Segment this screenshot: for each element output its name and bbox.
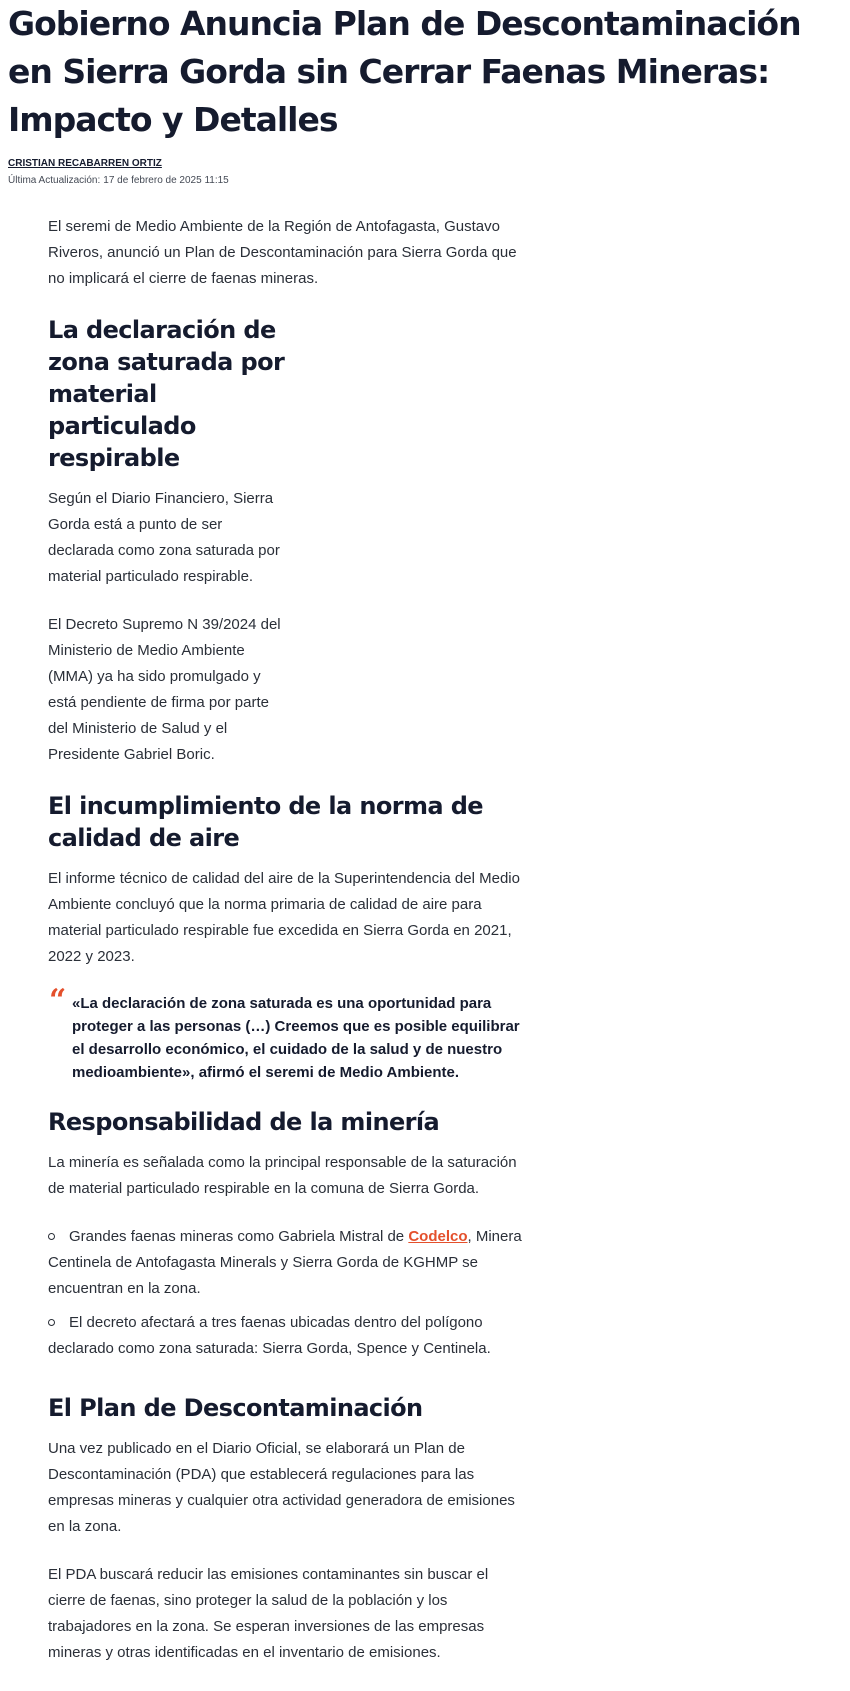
quote-mark-icon: “ <box>49 983 67 1018</box>
section-heading: El incumplimiento de la norma de calidad de aire <box>48 792 483 852</box>
article-title: Gobierno Anuncia Plan de Descontaminación en Sierra Gorda sin Cerrar Faenas Mineras: Impacto y Detalles <box>8 4 801 139</box>
list-item <box>48 1224 528 1302</box>
section-zona-saturada <box>48 314 528 768</box>
author-link[interactable]: CRISTIAN RECABARREN ORTIZ <box>8 158 162 169</box>
bullet-list <box>48 1224 528 1362</box>
section-responsabilidad <box>48 1106 528 1362</box>
section-heading: Responsabilidad de la minería <box>48 1108 440 1136</box>
section-paragraph: La minería es señalada como la principal responsable de la saturación de material particulado respirable en la comuna de Sierra Gorda. <box>48 1154 517 1197</box>
article-header <box>8 0 844 188</box>
list-item-text: , Minera Centinela de Antofagasta Minerals y Sierra Gorda de KGHMP se encuentran en la zona. <box>48 1228 522 1297</box>
last-updated-date: 17 de febrero de 2025 11:15 <box>103 175 229 186</box>
last-updated-label: Última Actualización: <box>8 175 101 186</box>
list-item <box>48 1310 528 1362</box>
section-paragraph: El PDA buscará reducir las emisiones contaminantes sin buscar el cierre de faenas, sino proteger la salud de la población y los trabajadores en la zona. Se esperan inversiones de las empresas mineras y otras identificadas en el inventario de emisiones. <box>48 1566 489 1661</box>
quote-text: «La declaración de zona saturada es una oportunidad para proteger a las personas (…) Creemos que es posible equilibrar el desarrollo económico, el cuidado de la salud y de nuestro medioambiente», afirmó el seremi de Medio Ambiente. <box>72 995 520 1081</box>
article-body <box>48 214 528 1688</box>
last-updated <box>8 174 844 188</box>
section-incumplimiento <box>48 790 528 1084</box>
intro-paragraph: El seremi de Medio Ambiente de la Región de Antofagasta, Gustavo Riveros, anunció un Plan de Descontaminación para Sierra Gorda que no implicará el cierre de faenas mineras. <box>48 218 517 287</box>
list-item-text: El decreto afectará a tres faenas ubicadas dentro del polígono declarado como zona saturada: Sierra Gorda, Spence y Centinela. <box>48 1314 491 1357</box>
section-plan <box>48 1392 528 1666</box>
section-paragraph: Una vez publicado en el Diario Oficial, se elaborará un Plan de Descontaminación (PDA) que establecerá regulaciones para las empresas mineras y cualquier otra actividad generadora de emisiones en la zona. <box>48 1440 515 1535</box>
section-heading: La declaración de zona saturada por material particulado respirable <box>48 316 285 472</box>
section-paragraph: Según el Diario Financiero, Sierra Gorda está a punto de ser declarada como zona saturada por material particulado respirable. <box>48 490 280 585</box>
pull-quote <box>48 983 528 1084</box>
section-paragraph: El informe técnico de calidad del aire de la Superintendencia del Medio Ambiente concluyó que la norma primaria de calidad de aire para material particulado respirable fue excedida en Sierra Gorda en 2021, 2022 y 2023. <box>48 870 520 965</box>
section-heading: El Plan de Descontaminación <box>48 1394 423 1422</box>
circle-bullet-icon <box>48 1319 55 1326</box>
list-item-text: Grandes faenas mineras como Gabriela Mistral de <box>69 1228 409 1245</box>
codelco-link[interactable]: Codelco <box>408 1228 468 1245</box>
circle-bullet-icon <box>48 1233 55 1240</box>
section-paragraph: El Decreto Supremo N 39/2024 del Ministerio de Medio Ambiente (MMA) ya ha sido promulgado y está pendiente de firma por parte del Ministerio de Salud y el Presidente Gabriel Boric. <box>48 616 281 763</box>
